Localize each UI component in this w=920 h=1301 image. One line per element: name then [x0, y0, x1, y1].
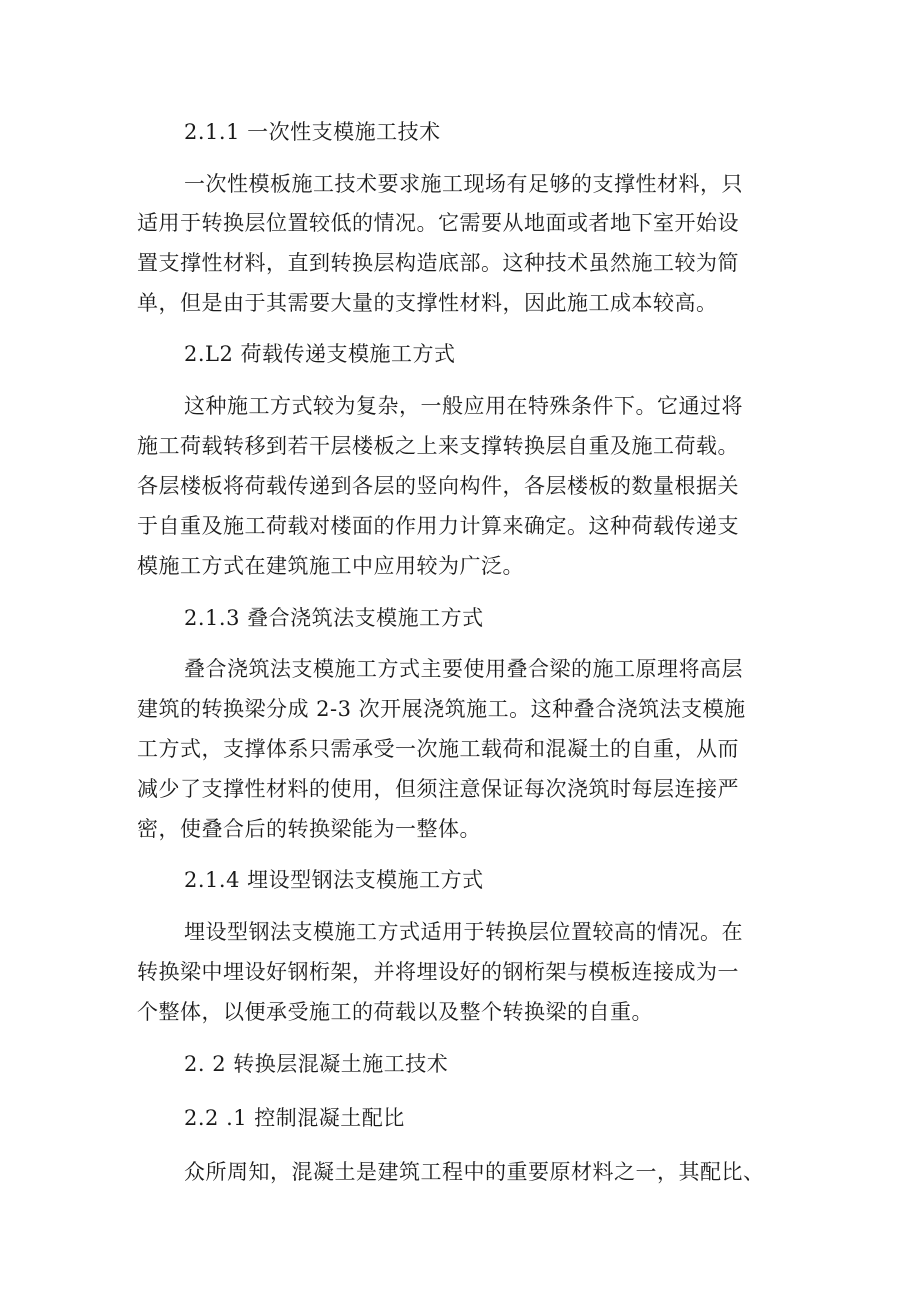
paragraph-line: 单，但是由于其需要大量的支撑性材料，因此施工成本较高。: [137, 291, 718, 315]
paragraph-line: 建筑的转换梁分成 2-3 次开展浇筑施工。这种叠合浇筑法支模施: [137, 697, 746, 721]
paragraph-line: 密，使叠合后的转换梁能为一整体。: [137, 817, 481, 841]
paragraph-line: 置支撑性材料，直到转换层构造底部。这种技术虽然施工较为简: [137, 251, 739, 275]
heading-2-1-2: 2.L2 荷载传递支模施工方式: [184, 342, 456, 366]
heading-2-2-1: 2.2 .1 控制混凝土配比: [184, 1106, 405, 1130]
paragraph-line: 埋设型钢法支模施工方式适用于转换层位置较高的情况。在: [184, 920, 743, 944]
paragraph-line: 这种施工方式较为复杂，一般应用在特殊条件下。它通过将: [184, 394, 743, 418]
heading-2-2: 2. 2 转换层混凝土施工技术: [184, 1052, 449, 1076]
paragraph-line: 模施工方式在建筑施工中应用较为广泛。: [137, 554, 524, 578]
paragraph-line: 个整体，以便承受施工的荷载以及整个转换梁的自重。: [137, 1000, 653, 1024]
paragraph-line: 众所周知，混凝土是建筑工程中的重要原材料之一，其配比、: [184, 1160, 765, 1184]
paragraph-line: 各层楼板将荷载传递到各层的竖向构件，各层楼板的数量根据关: [137, 474, 739, 498]
heading-2-1-4: 2.1.4 埋设型钢法支模施工方式: [184, 868, 484, 892]
paragraph-line: 一次性模板施工技术要求施工现场有足够的支撑性材料，只: [184, 172, 743, 196]
paragraph-line: 适用于转换层位置较低的情况。它需要从地面或者地下室开始设: [137, 211, 739, 235]
heading-2-1-1: 2.1.1 一次性支模施工技术: [184, 120, 441, 144]
paragraph-line: 叠合浇筑法支模施工方式主要使用叠合梁的施工原理将高层: [184, 657, 743, 681]
paragraph-line: 减少了支撑性材料的使用，但须注意保证每次浇筑时每层连接严: [137, 777, 739, 801]
paragraph-line: 转换梁中埋设好钢桁架，并将埋设好的钢桁架与模板连接成为一: [137, 960, 739, 984]
paragraph-line: 工方式，支撑体系只需承受一次施工载荷和混凝土的自重，从而: [137, 737, 739, 761]
paragraph-line: 于自重及施工荷载对楼面的作用力计算来确定。这种荷载传递支: [137, 514, 739, 538]
paragraph-line: 施工荷载转移到若干层楼板之上来支撑转换层自重及施工荷载。: [137, 434, 739, 458]
heading-2-1-3: 2.1.3 叠合浇筑法支模施工方式: [184, 606, 484, 630]
